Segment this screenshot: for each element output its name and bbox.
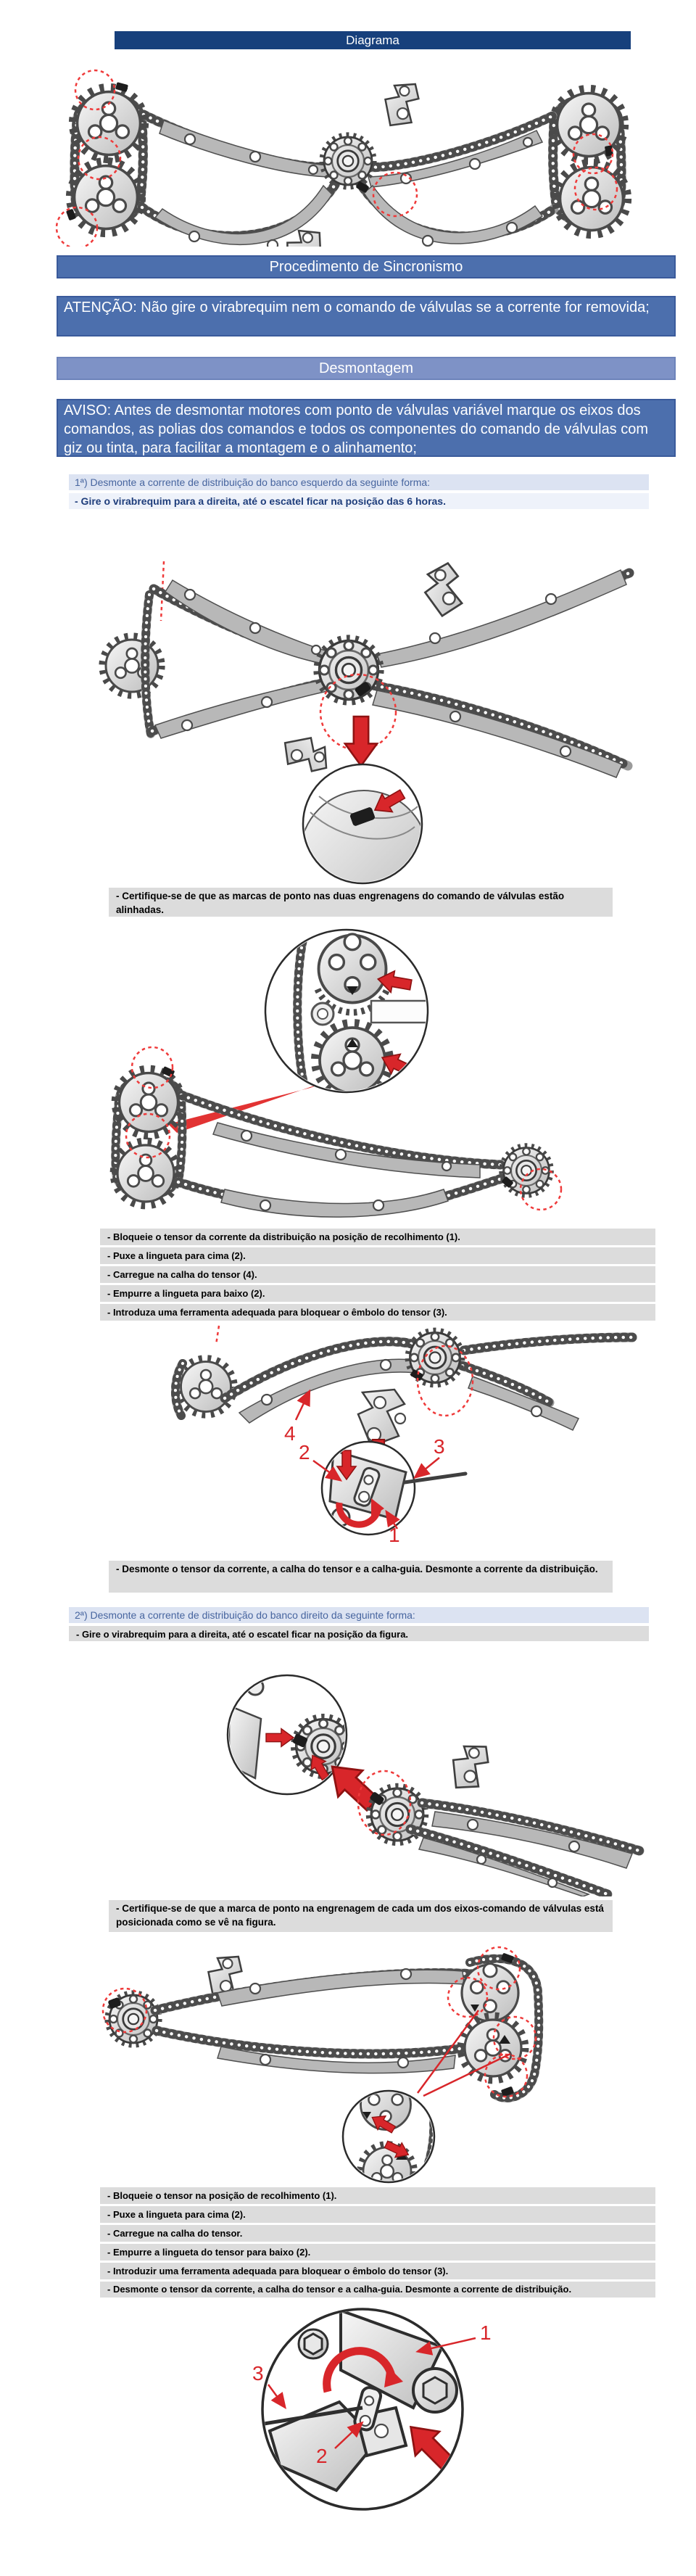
step1-bullet [69,493,649,509]
list-item: - Empurre a lingueta do tensor para baixo (2). [100,2244,655,2261]
figure-label-2: 2 [299,1441,310,1464]
camshaft-sprocket [462,1964,518,2021]
note-remove-tensioner [109,1561,613,1593]
crankshaft-position-figure [0,558,696,886]
camshaft-sprocket [114,1142,178,1205]
crankshaft-sprocket [322,135,375,188]
step2-label-text: 2ª) Desmonte a corrente de distribuição do banco direito da seguinte forma: [75,1609,415,1621]
figure-label-4: 4 [284,1422,296,1445]
chain-guide-bracket [419,561,466,619]
camshaft-sprocket [73,88,145,160]
procedure-banner-label: Procedimento de Sincronismo [269,259,463,275]
instruction-list-right-bank [100,2187,655,2300]
instruction-list-left-bank [100,1229,655,1323]
zoom-arrow-icon [345,717,377,766]
step1-bullet-text: - Gire o virabrequim para a direita, até o escatel ficar na posição das 6 horas. [75,495,446,507]
figure-label-3: 3 [252,2362,264,2385]
procedure-banner [57,255,676,278]
figure-label-1: 1 [389,1524,400,1543]
cam-marks-detail [265,930,434,1097]
step2-label [69,1607,649,1623]
step1-label [69,474,649,490]
step1-label-text: 1ª) Desmonte a corrente de distribuição do banco esquerdo da seguinte forma: [75,476,431,488]
note-marks-aligned-text: - Certifique-se de que as marcas de ponto nas duas engrenagens do comando de válvulas estão alinhadas. [116,891,565,915]
list-item: - Bloqueie o tensor na posição de recolhimento (1). [100,2187,655,2204]
tensioner-lock-figure [0,1324,696,1543]
diagram-banner [115,31,631,49]
crankshaft-sprocket [501,1145,551,1195]
timing-chain-overview-diagram [0,62,696,247]
figure-label-2: 2 [316,2445,328,2467]
list-item: - Puxe a lingueta para cima (2). [100,2206,655,2223]
list-item: - Bloqueie o tensor da corrente da distribuição na posição de recolhimento (1). [100,1229,655,1245]
list-item: - Carregue na calha do tensor. [100,2225,655,2242]
camshaft-sprocket [461,2016,525,2080]
chain-guide-bracket [281,734,331,774]
attention-notice [57,296,676,337]
camshaft-sprocket [102,636,162,695]
list-item: - Puxe a lingueta para cima (2). [100,1247,655,1264]
note-marks-position-text: - Certifique-se de que a marca de ponto na engrenagem de cada um dos eixos-comando de válvulas está posicionada como se vê na figura. [116,1903,604,1928]
tensioner-detail [255,2309,463,2509]
zoom-pointer-wedge [168,1081,329,1133]
tensioner-detail-figure [0,2306,696,2518]
list-item: - Carregue na calha do tensor (4). [100,1266,655,1283]
step2-bullet [69,1626,649,1641]
disassembly-banner [57,357,676,380]
attention-notice-text: ATENÇÃO: Não gire o virabrequim nem o comando de válvulas se a corrente for removida; [64,300,650,315]
camshaft-sprocket [556,163,628,235]
chain-guide [155,570,626,777]
warning-notice [57,399,676,457]
list-item: - Introduzir uma ferramenta adequada para bloquear o êmbolo do tensor (3). [100,2263,655,2279]
right-bank-marks-figure [0,1938,696,2184]
list-item: - Desmonte o tensor da corrente, a calha do tensor e a calha-guia. Desmonte a corrente de distribuição. [100,2282,655,2298]
camshaft-marks-figure [0,928,696,1227]
crank-keyway-detail [300,764,428,886]
chain-guide-bracket [381,80,421,130]
chain-guide [213,1123,480,1217]
list-item: - Empurre a lingueta para baixo (2). [100,1285,655,1302]
list-item: - Introduza uma ferramenta adequada para bloquear o êmbolo do tensor (3). [100,1304,655,1321]
warning-notice-text: AVISO: Antes de desmontar motores com ponto de válvulas variável marque os eixos dos comandos, as polias dos comandos e todos os componentes do comando de válvulas com giz ou tinta, para facilitar a montagem e o alinhamento; [64,402,649,456]
step2-bullet-text: - Gire o virabrequim para a direita, até o escatel ficar na posição da figura. [76,1629,409,1640]
camshaft-sprocket [70,162,142,234]
camshaft-sprocket [553,89,625,161]
cam-marks-detail [343,2078,434,2184]
note-remove-tensioner-text: - Desmonte o tensor da corrente, a calha do tensor e a calha-guia. Desmonte a corrente da distribuição. [116,1564,598,1574]
camshaft-sprocket [178,1358,234,1415]
diagram-banner-label: Diagrama [346,33,399,47]
disassembly-banner-label: Desmontagem [318,360,414,376]
figure-label-3: 3 [434,1435,445,1458]
note-marks-aligned [109,888,613,917]
crankshaft-right-bank-figure [0,1669,696,1896]
figure-label-1: 1 [480,2321,492,2344]
chain-guide-bracket [447,1739,492,1793]
note-marks-position [109,1900,613,1932]
